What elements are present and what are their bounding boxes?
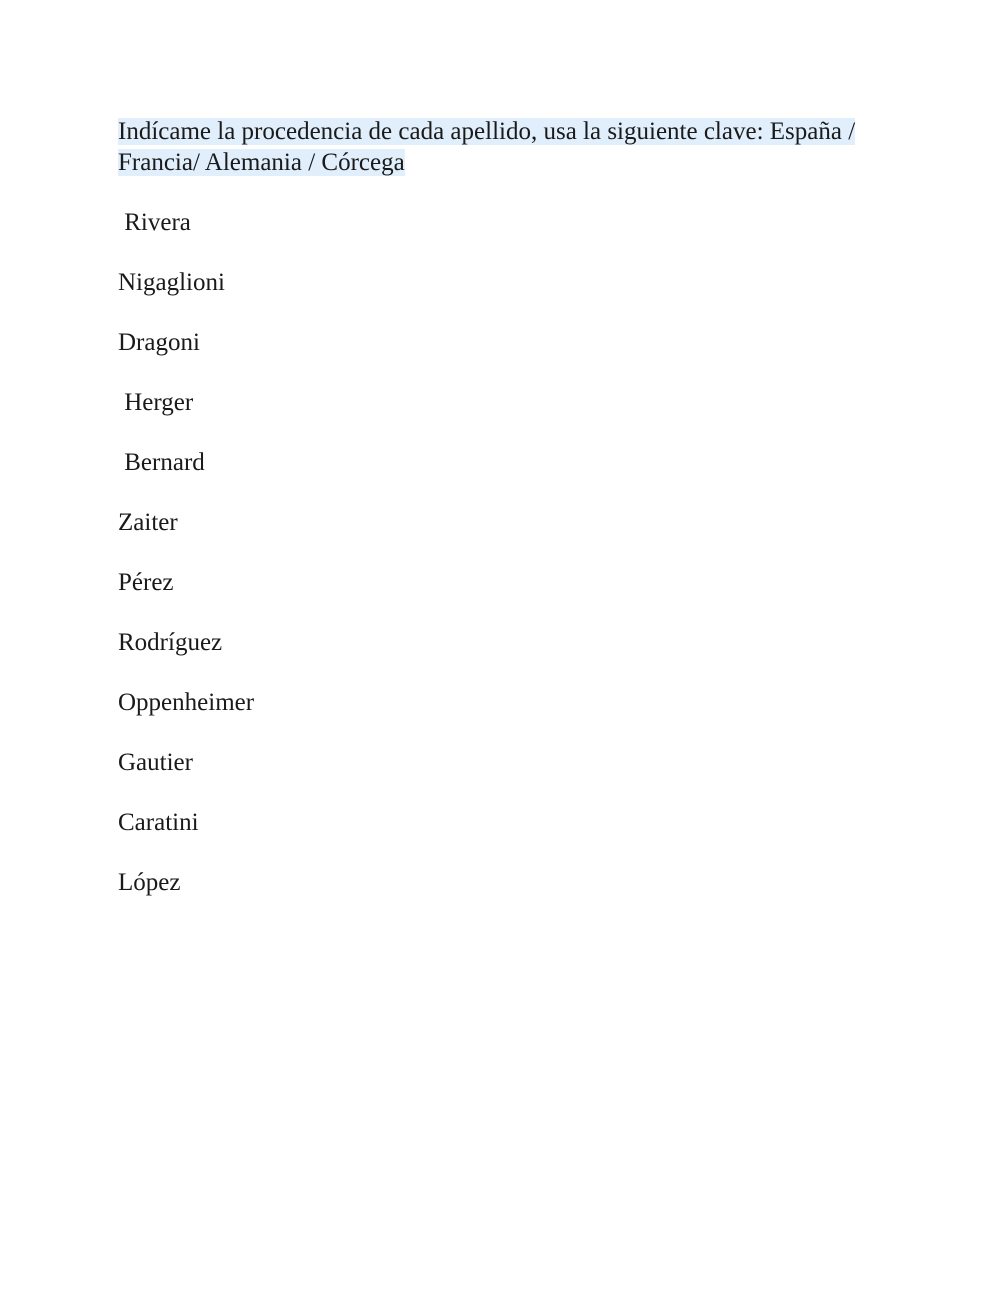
surname-item: Nigaglioni — [118, 269, 225, 296]
surname-item: Rodríguez — [118, 629, 223, 656]
surname-item: Gautier — [118, 749, 193, 776]
surname-item: Rivera — [118, 209, 191, 236]
surname-item: Dragoni — [118, 329, 200, 356]
surname-list — [118, 205, 254, 925]
instruction-highlight: Indícame la procedencia de cada apellido, usa la siguiente clave: España / Francia/ Alemania / Córcega — [118, 118, 856, 176]
surname-item: Pérez — [118, 569, 174, 596]
surname-item: Zaiter — [118, 509, 178, 536]
instruction-text — [118, 116, 888, 178]
surname-item: Bernard — [118, 449, 205, 476]
surname-item: Oppenheimer — [118, 689, 255, 716]
surname-item: Caratini — [118, 809, 199, 836]
surname-item: López — [118, 869, 181, 896]
surname-item: Herger — [118, 389, 194, 416]
